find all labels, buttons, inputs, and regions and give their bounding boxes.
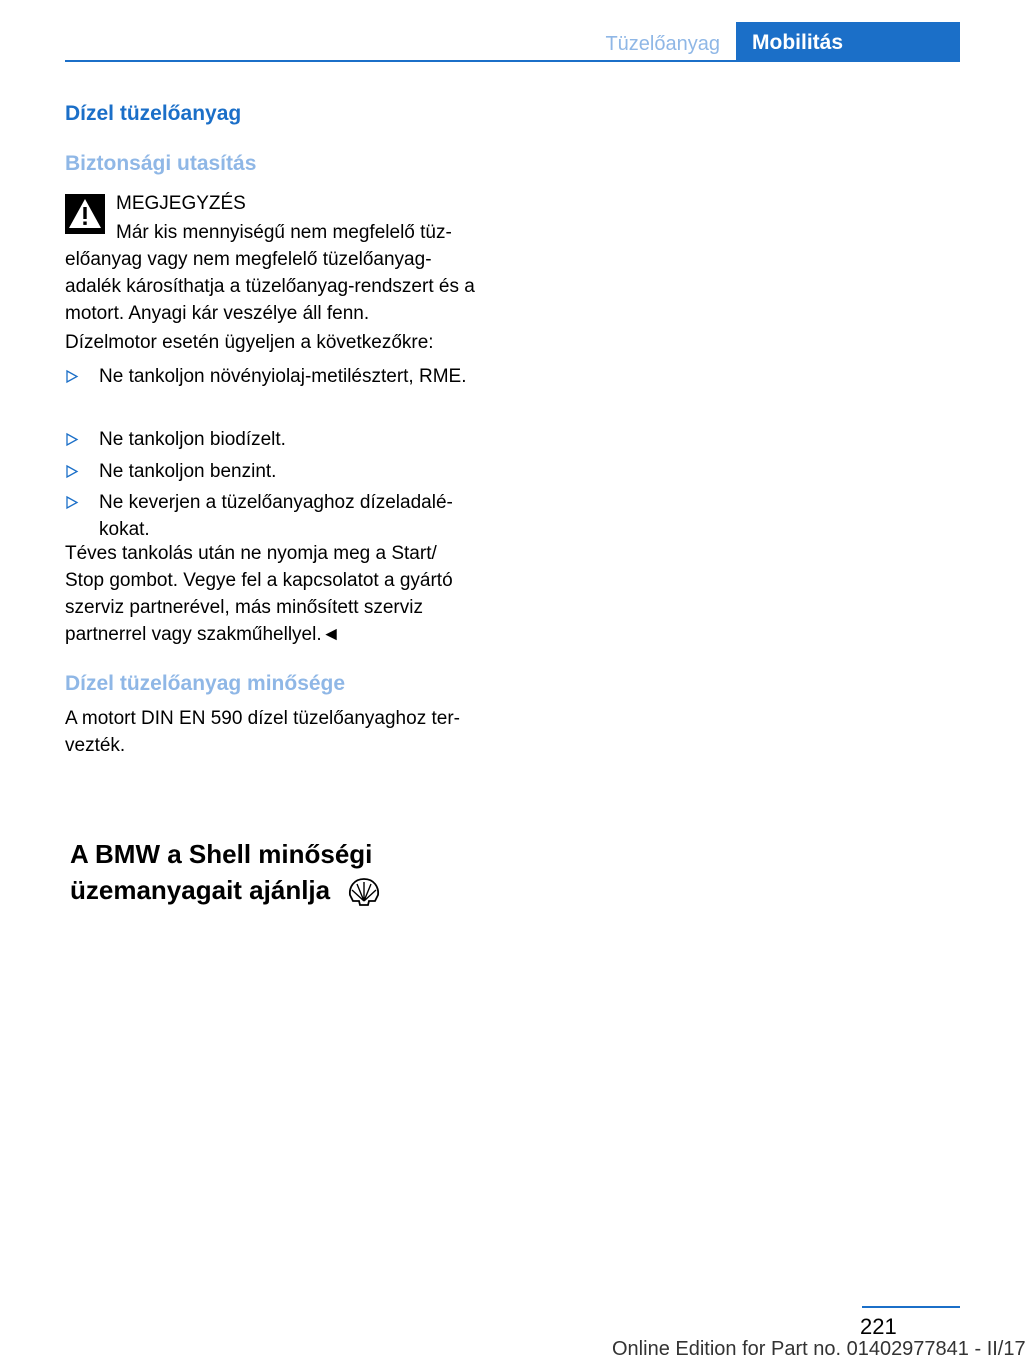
triangle-bullet-icon	[65, 489, 79, 516]
note-text: Már kis mennyiségű nem megfelelő tüzelőanyag vagy nem megfelelő tüzelőanyagadalék károsíthatja a tüzelőanyag-rendszert és a motort. Anyagi kár veszélye áll fenn.	[65, 222, 475, 324]
triangle-bullet-icon	[65, 363, 79, 390]
list-item-text: Ne keverjen a tüzelőanyaghoz dízeladalékokat.	[99, 492, 453, 540]
header-section-label: Tüzelőanyag	[605, 33, 720, 55]
promo-line-2-wrap	[70, 872, 381, 908]
header-chapter-tab: Mobilitás	[736, 22, 960, 62]
diesel-intro: Dízelmotor esetén ügyeljen a következőkre:	[65, 332, 434, 353]
promo-line-1: A BMW a Shell minőségi	[70, 839, 373, 869]
shell-recommendation	[70, 836, 381, 908]
list-item-text: Ne tankoljon benzint.	[99, 461, 277, 482]
page-number: 221	[860, 1314, 897, 1339]
triangle-bullet-icon	[65, 426, 79, 453]
triangle-bullet-icon	[65, 458, 79, 485]
list-item-text: Ne tankoljon biodízelt.	[99, 429, 286, 450]
list-item-text: Ne tankoljon növényiolaj-metilésztert, RME.	[99, 366, 467, 387]
shell-logo-icon	[347, 877, 381, 907]
edition-text: Online Edition for Part no. 01402977841 - II/17	[612, 1338, 1026, 1360]
promo-line-2: üzemanyagait ajánlja	[70, 875, 331, 905]
list-item	[65, 426, 480, 458]
note-label: MEGJEGYZÉS	[116, 193, 246, 214]
list-item	[65, 458, 480, 489]
header-rule	[65, 60, 960, 62]
list-item	[65, 489, 480, 543]
footer-rule	[862, 1306, 960, 1308]
quality-heading: Dízel tüzelőanyag minősége	[65, 672, 346, 695]
misfuel-text: Téves tankolás után ne nyomja meg a Start/ Stop gombot. Vegye fel a kapcsolatot a gyártó szerviz partnerével, más minősített szerviz partnerrel vagy szakműhellyel.◄	[65, 543, 453, 645]
diesel-rules-list	[65, 363, 480, 543]
page-title: Dízel tüzelőanyag	[65, 102, 242, 125]
safety-heading: Biztonsági utasítás	[65, 152, 257, 175]
quality-text: A motort DIN EN 590 dízel tüzelőanyaghoz tervezték.	[65, 708, 460, 756]
list-item	[65, 363, 480, 426]
